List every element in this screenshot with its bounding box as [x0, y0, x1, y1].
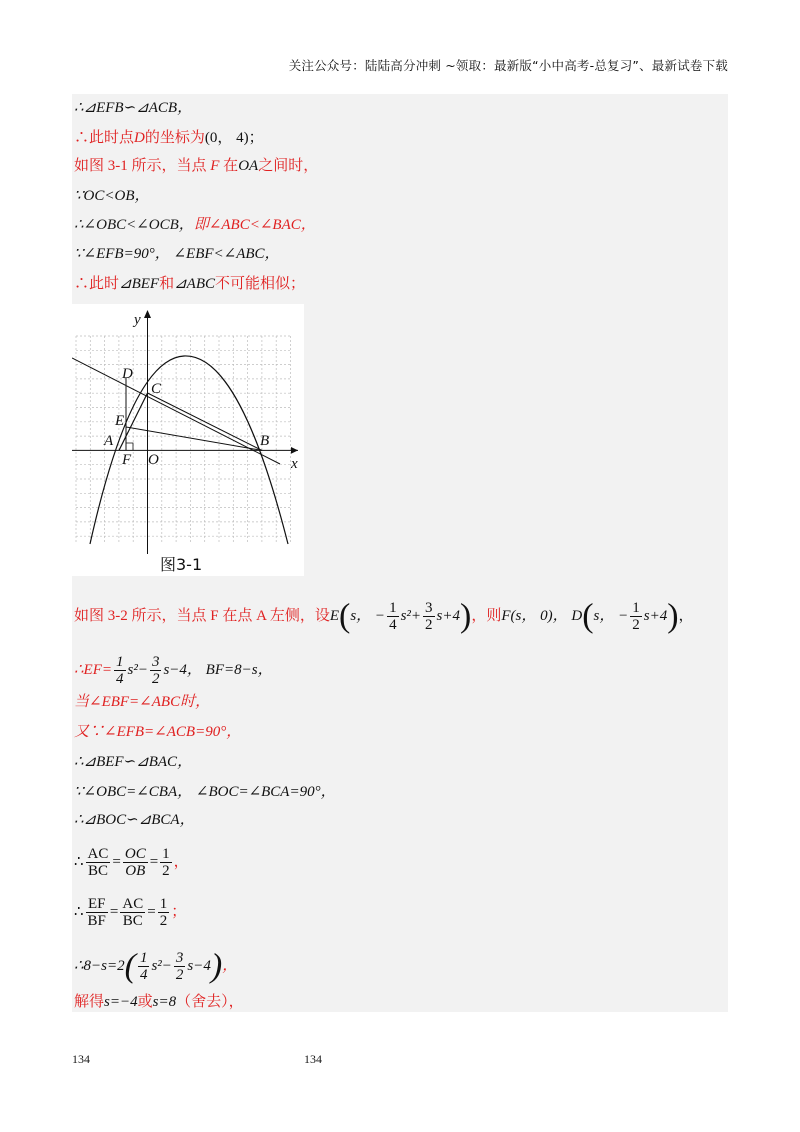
label-E: E	[115, 413, 125, 429]
frac-num: AC	[122, 896, 144, 912]
frac-num: 1	[116, 654, 124, 670]
line-1-text: ∴⊿EFB∽⊿ACB，	[74, 100, 193, 116]
frac-den: 2	[159, 913, 168, 929]
line-17-d: ，	[222, 957, 238, 974]
line-18-c: 或	[137, 994, 153, 1010]
y-axis-arrow	[144, 310, 151, 318]
paren-open-2: (	[582, 597, 594, 635]
label-B: B	[260, 433, 270, 449]
line-8-f: ，则	[471, 607, 502, 624]
right-angle-mark	[126, 443, 133, 450]
line-15-d: ，	[173, 853, 189, 870]
line-18-e: （舍去），	[176, 994, 244, 1010]
label-C: C	[151, 381, 162, 397]
frac-den: BC	[122, 913, 143, 929]
frac-num: OC	[124, 846, 146, 862]
line-3	[74, 156, 318, 176]
frac-OC-OB	[123, 846, 148, 879]
line-5-b: 即∠ABC<∠BAC，	[193, 217, 316, 233]
line-8-c: s， −	[350, 607, 386, 624]
label-F: F	[122, 452, 132, 468]
page-number-left: 134	[72, 1052, 90, 1066]
frac-num: 1	[162, 846, 170, 862]
line-8-i: D	[571, 607, 583, 624]
frac-num: EF	[86, 896, 108, 913]
line-15-eq1: =	[112, 853, 121, 870]
solution-body	[72, 94, 728, 1012]
frac-den: 4	[116, 671, 124, 687]
frac-1-4	[138, 950, 150, 983]
paren-open: (	[339, 597, 351, 635]
frac-den: 2	[425, 617, 433, 633]
frac-num: 1	[389, 600, 397, 616]
line-9-b: s²−	[127, 661, 148, 678]
page-header: 关注公众号：陆陆高分冲刺 ~领取：最新版“小中高考-总复习”、最新试卷下载	[288, 58, 728, 73]
line-18	[74, 992, 244, 1012]
line-8-j: s， −	[593, 607, 629, 624]
line-16	[74, 896, 186, 929]
frac-EF-BF	[86, 896, 108, 929]
line-18-a: 解得	[74, 994, 105, 1010]
line-3-d: OA	[238, 158, 259, 174]
line-7-e: 不可能相似；	[215, 276, 306, 292]
line-17-a: ∴8−s=2	[74, 957, 125, 974]
line-16-eq2: =	[147, 903, 156, 920]
line-16-eq1: =	[109, 903, 119, 920]
frac-num: 3	[425, 600, 433, 616]
segment-EB	[126, 427, 262, 450]
line-17	[74, 947, 238, 985]
line-5	[74, 215, 316, 235]
label-D: D	[122, 366, 133, 382]
line-8-d: s²+	[400, 607, 422, 624]
line-7-d: ⊿ABC	[174, 276, 215, 292]
figure-caption: 图3-1	[160, 555, 203, 574]
label-A: A	[104, 433, 114, 449]
line-5-a: ∴∠OBC<∠OCB，	[74, 217, 194, 233]
frac-num: 3	[175, 950, 184, 966]
line-2-b: D	[134, 130, 145, 146]
frac-1-4	[387, 600, 399, 633]
line-8-l: ，	[678, 607, 694, 624]
line-17-b: s²−	[151, 957, 172, 974]
frac-den: 2	[632, 617, 640, 633]
line-8-h: (s， 0)，	[510, 607, 568, 624]
line-8-e: s+4	[436, 607, 460, 624]
line-2	[74, 128, 264, 148]
line-2-c: 的坐标为	[144, 130, 205, 146]
line-2-a: ∴此时点	[74, 130, 135, 146]
line-17-c: s−4	[187, 957, 211, 974]
line-18-d: s=8	[152, 994, 177, 1010]
line-16-d: ；	[171, 903, 187, 920]
frac-num: 3	[151, 654, 160, 670]
frac-num: AC	[87, 846, 109, 862]
frac-3-2	[174, 950, 186, 983]
line-2-d: (0， 4)；	[204, 130, 264, 146]
line-7-b: ⊿BEF	[119, 276, 160, 292]
line-6: ∵∠EFB=90°， ∠EBF<∠ABC，	[74, 246, 280, 262]
line-3-b: F	[210, 158, 220, 174]
line-11: 又∵∠EFB=∠ACB=90°，	[74, 724, 242, 740]
paren-close: )	[210, 947, 223, 985]
line-8-g: F	[501, 607, 511, 624]
frac-num: 1	[139, 950, 148, 966]
line-8	[74, 597, 694, 635]
line-18-b: s=−4	[104, 994, 138, 1010]
page-number-center: 134	[304, 1052, 322, 1066]
frac-den: BF	[87, 913, 106, 929]
frac-3-2	[423, 600, 435, 633]
line-3-a: 如图 3-1 所示，当点	[74, 158, 211, 174]
line-8-a: 如图 3-2 所示，当点 F 在点 A 左侧，设	[74, 607, 330, 624]
line-7	[74, 274, 305, 294]
frac-1-4	[114, 654, 126, 687]
frac-AC-BC	[120, 896, 145, 929]
line-14: ∴⊿BOC∽⊿BCA，	[74, 812, 195, 828]
line-13: ∵∠OBC=∠CBA， ∠BOC=∠BCA=90°，	[74, 784, 336, 800]
line-15	[74, 846, 189, 879]
frac-num: 1	[632, 600, 640, 616]
line-15-a: ∴	[74, 853, 84, 870]
paren-close: )	[460, 597, 472, 635]
line-3-c: 在	[219, 158, 239, 174]
line-1	[74, 98, 192, 118]
frac-den: OB	[125, 863, 146, 879]
line-8-b: E	[329, 607, 340, 624]
line-15-eq2: =	[149, 853, 159, 870]
frac-den: BC	[87, 863, 108, 879]
frac-den: 4	[139, 967, 148, 983]
paren-open: (	[124, 947, 136, 985]
frac-AC-BC	[86, 846, 111, 879]
label-y: y	[134, 312, 141, 328]
frac-num: 1	[159, 896, 168, 912]
frac-den: 2	[151, 671, 160, 687]
frac-1-2	[630, 600, 642, 633]
line-9-a: ∴EF=	[74, 661, 112, 678]
x-axis-arrow	[291, 447, 298, 454]
line-12: ∴⊿BEF∽⊿BAC，	[74, 754, 193, 770]
line-9	[74, 654, 273, 687]
frac-den: 4	[389, 617, 397, 633]
frac-den: 2	[162, 863, 170, 879]
line-9-c: s−4， BF=8−s，	[163, 661, 273, 678]
line-16-a: ∴	[74, 903, 84, 920]
line-8-k: s+4	[643, 607, 668, 624]
coordinate-graph	[72, 304, 304, 576]
frac-1-2	[158, 896, 170, 929]
paren-close-2: )	[667, 597, 679, 635]
frac-3-2	[150, 654, 162, 687]
line-7-a: ∴此时	[74, 276, 120, 292]
line-3-e: 之间时，	[258, 158, 319, 174]
frac-den: 2	[175, 967, 184, 983]
label-x: x	[291, 456, 298, 472]
figure-3-1	[72, 304, 304, 576]
frac-1-2	[160, 846, 172, 879]
line-10: 当∠EBF=∠ABC时，	[74, 694, 211, 710]
line-4: ∵OC<OB，	[74, 188, 150, 204]
label-O: O	[148, 452, 159, 468]
line-7-c: 和	[159, 276, 175, 292]
